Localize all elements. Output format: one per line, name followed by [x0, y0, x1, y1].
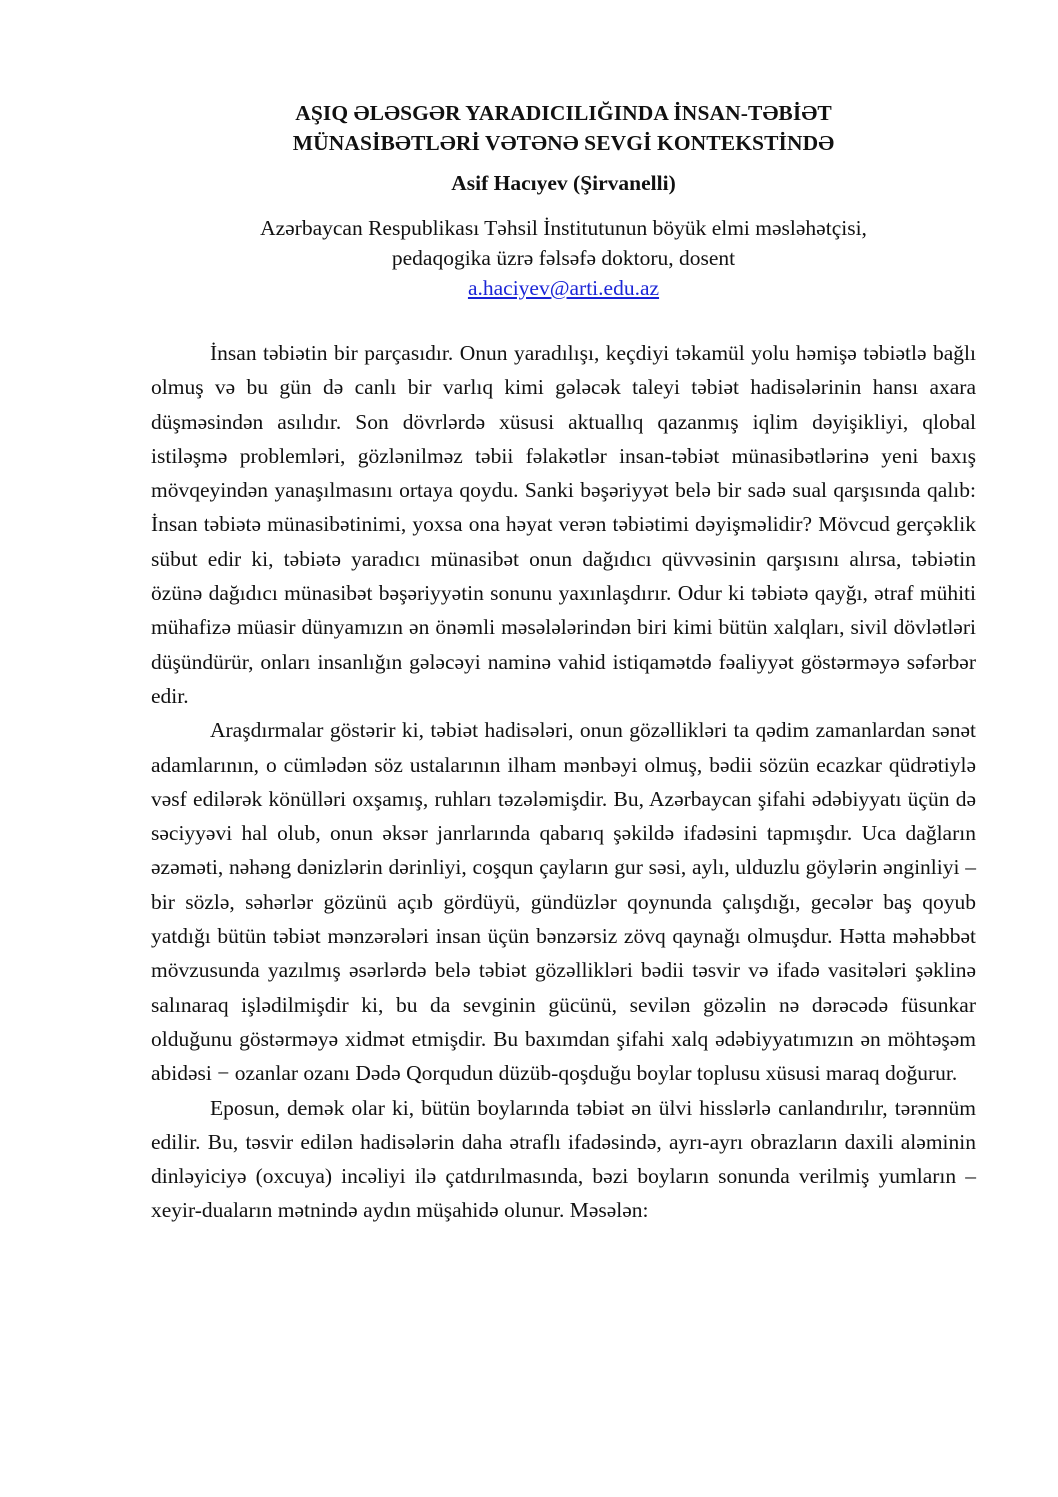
article-title	[151, 98, 976, 158]
body-paragraph-3: Eposun, demək olar ki, bütün boylarında təbiət ən ülvi hisslərlə canlandırılır, tərənnüm edilir. Bu, təsvir edilən hadisələrin daha ətraflı ifadəsində, ayrı-ayrı obrazların daxili aləminin dinləyiciyə (oxcuya) incəliyi ilə çatdırılmasında, bəzi boyların sonunda verilmiş yumların – xeyir-duaların mətnində aydın müşahidə olunur. Məsələn:	[151, 1095, 976, 1223]
author-name: Asif Hacıyev (Şirvanelli)	[451, 171, 676, 195]
body-paragraph-1: İnsan təbiətin bir parçasıdır. Onun yaradılışı, keçdiyi təkamül yolu həmişə təbiətlə bağlı olmuş və bu gün də canlı bir varlıq kimi gələcək taleyi təbiət hadisələrinin hansı axara düşməsindən asılıdır. Son dövrlərdə xüsusi aktuallıq qazanmış iqlim dəyişikliyi, qlobal istiləşmə problemləri, gözlənilməz təbii fəlakətlər insan-təbiət münasibətlərinə yeni baxış mövqeyindən yanaşılmasını ortaya qoydu. Sanki bəşəriyyət belə bir sadə sual qarşısında qalıb: İnsan təbiətə münasibətinimi, yoxsa ona həyat verən təbiətimi dəyişməlidir? Mövcud gerçəklik sübut edir ki, təbiətə yaradıcı münasibət onun dağıdıcı qüvvəsinin qarşısını alırsa, təbiətin özünə dağıdıcı münasibət bəşəriyyətin sonunu yaxınlaşdırır. Odur ki təbiətə qayğı, ətraf mühiti mühafizə müasir dünyamızın ən önəmli məsələlərindən biri kimi bütün xalqları, sivil dövlətləri düşündürür, onları insanlığın gələcəyi naminə vahid istiqamətdə fəaliyyət göstərməyə səfərbər edir.	[151, 341, 976, 708]
title-line-2: MÜNASİBƏTLƏRİ VƏTƏNƏ SEVGİ KONTEKSTİNDƏ	[292, 131, 835, 155]
author-affiliation	[151, 213, 976, 303]
affiliation-line-1: Azərbaycan Respublikası Təhsil İnstitutunun böyük elmi məsləhətçisi,	[260, 216, 867, 240]
title-line-1: AŞIQ ƏLƏSGƏR YARADICILIĞINDA İNSAN-TƏBİƏT	[295, 101, 832, 125]
affiliation-line-2: pedaqogika üzrə fəlsəfə doktoru, dosent	[391, 246, 736, 270]
author-email-link[interactable]: a.haciyev@arti.edu.az	[467, 276, 660, 300]
body-paragraph-2: Araşdırmalar göstərir ki, təbiət hadisələri, onun gözəllikləri ta qədim zamanlardan sənət adamlarının, o cümlədən söz ustalarının ilham mənbəyi olmuş, bədii sözün ecazkar qüdrətiylə vəsf edilərək könülləri oxşamış, ruhları təzələmişdir. Bu, Azərbaycan şifahi ədəbiyyatı üçün də səciyyəvi hal olub, onun əksər janrlarında qabarıq şəkildə ifadəsini tapmışdır. Uca dağların əzəməti, nəhəng dənizlərin dərinliyi, coşqun çayların gur səsi, aylı, ulduzlu göylərin ənginliyi – bir sözlə, səhərlər gözünü açıb gördüyü, gündüzlər qoynunda çalışdığı, gecələr baş qoyub yatdığı bütün təbiət mənzərələri insan üçün bənzərsiz zövq qaynağı olmuşdur. Hətta məhəbbət mövzusunda yazılmış əsərlərdə belə təbiət gözəllikləri bədii təsvir və ifadə vasitələri şəklinə salınaraq işlədilmişdir ki, bu da sevginin gücünü, sevilən gözəlin nə dərəcədə füsunkar olduğunu göstərməyə xidmət etmişdir. Bu baxımdan şifahi xalq ədəbiyyatımızın ən möhtəşəm abidəsi − ozanlar ozanı Dədə Qorqudun düzüb-qoşduğu boylar toplusu xüsusi maraq doğurur.	[151, 718, 976, 1086]
article-body	[151, 336, 976, 1228]
